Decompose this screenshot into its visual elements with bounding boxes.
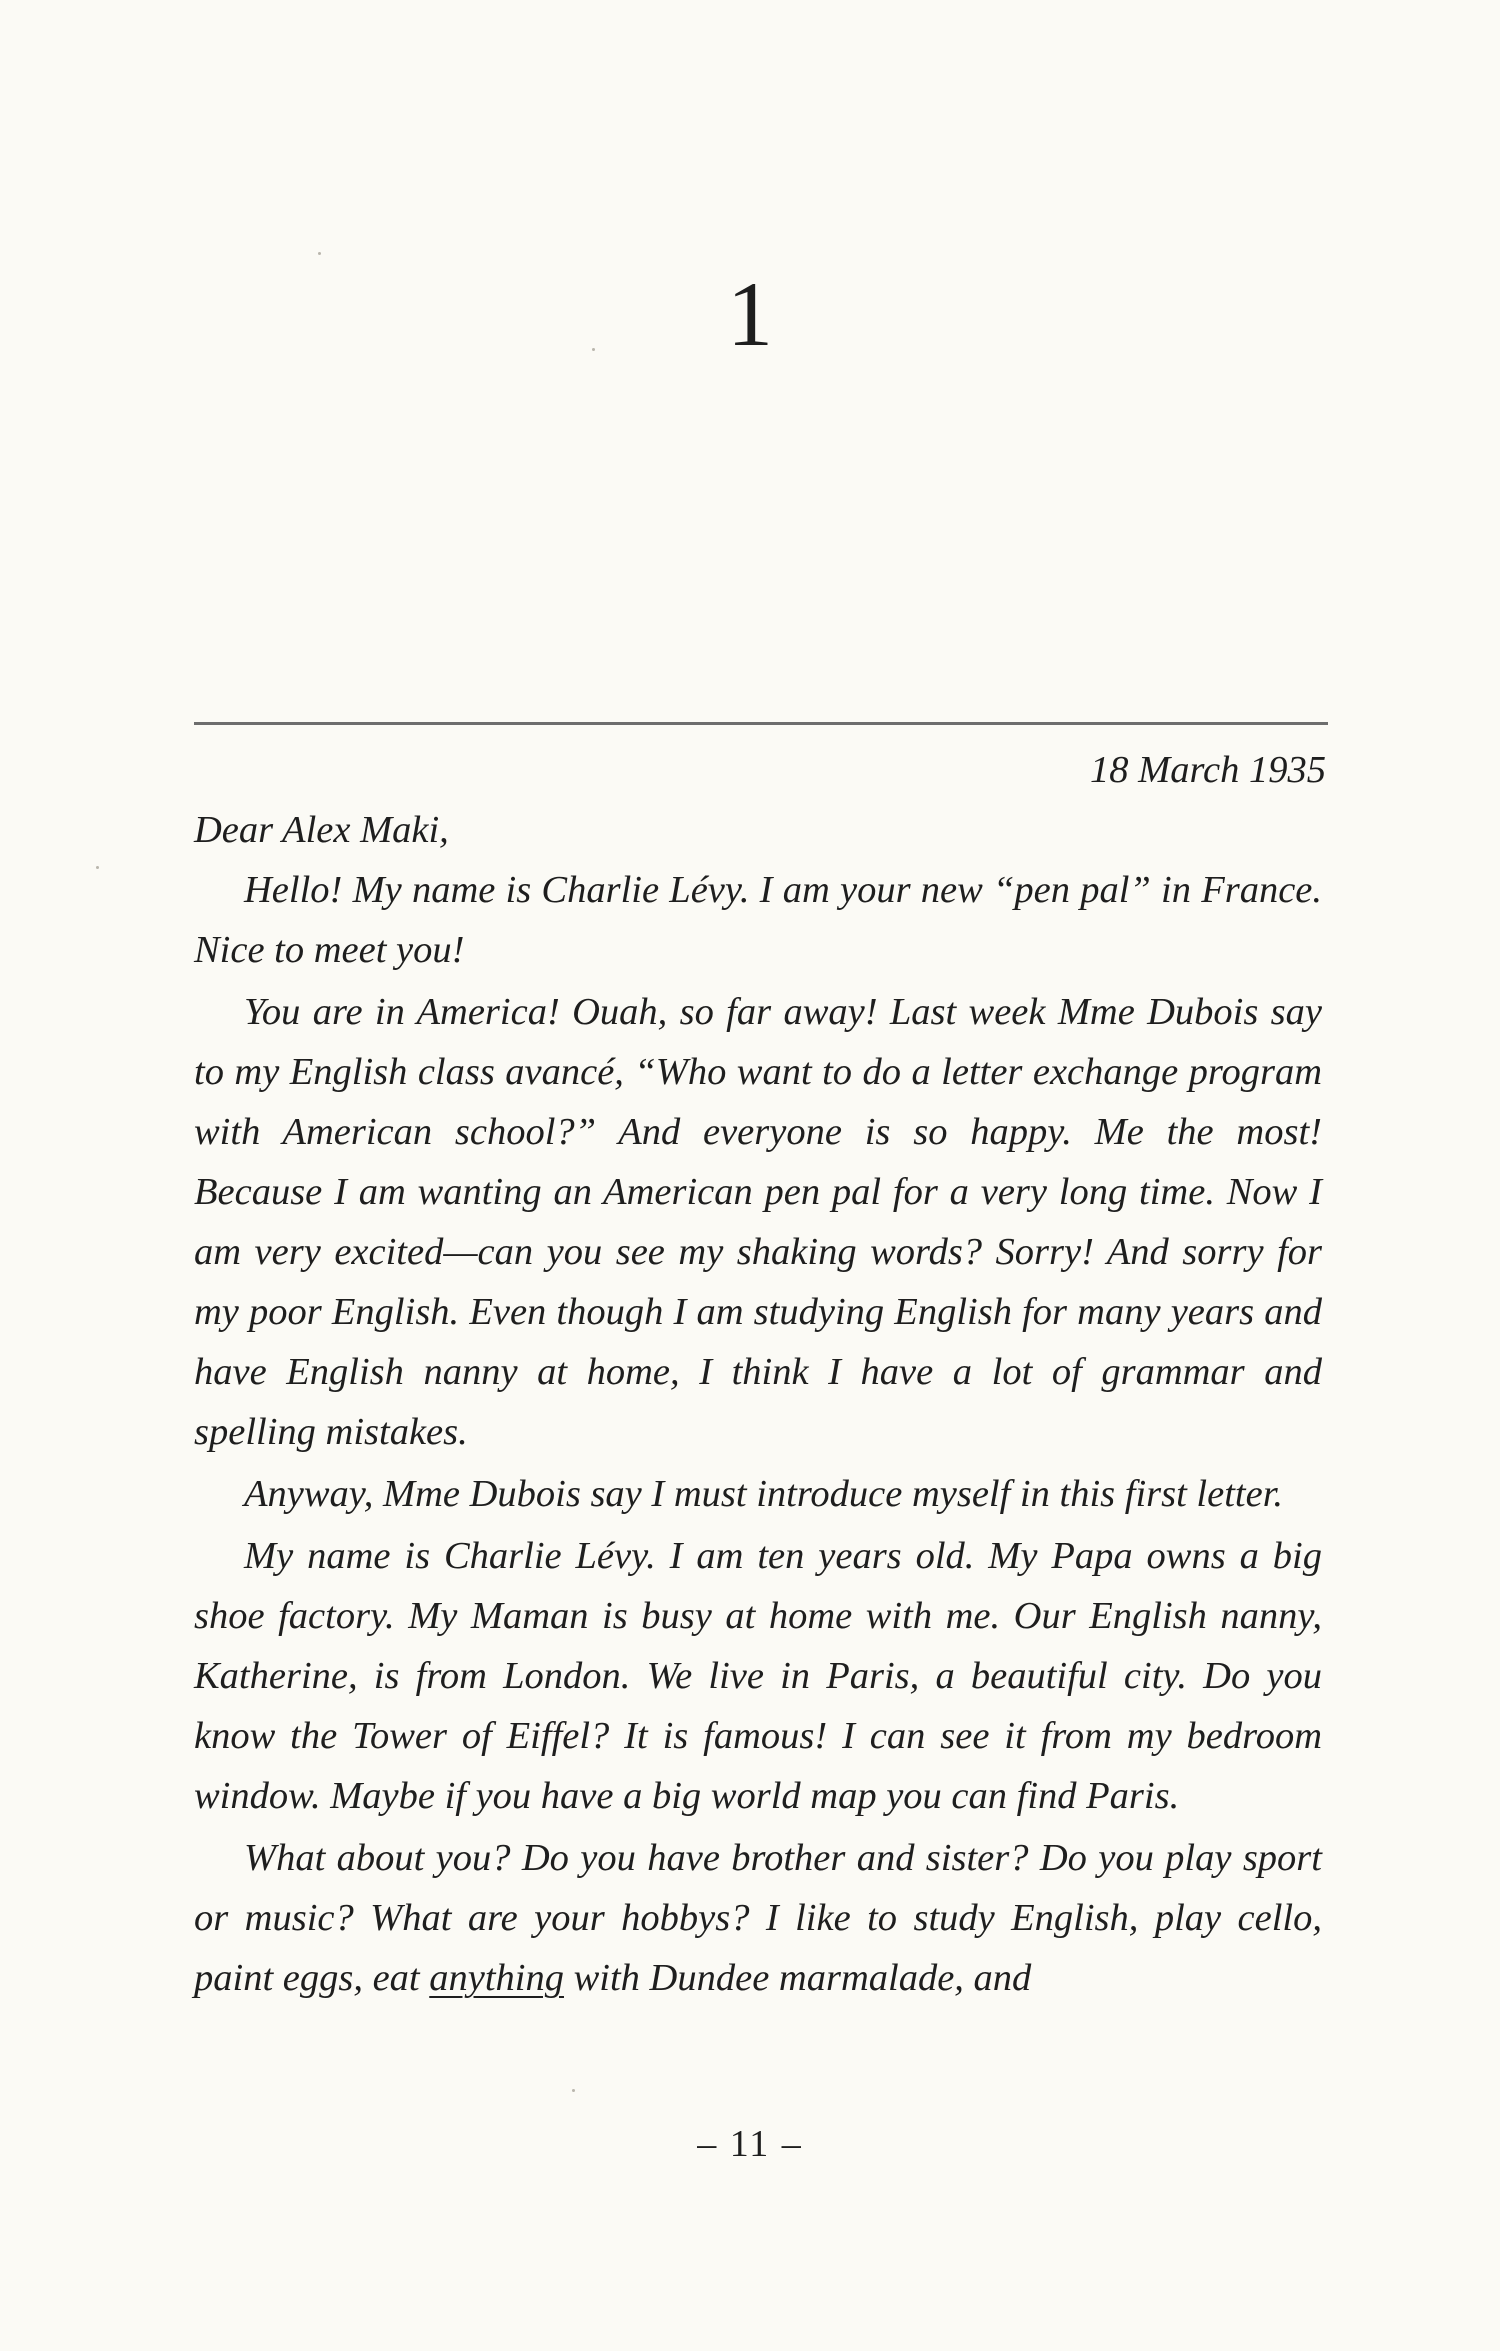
paper-speck — [572, 2089, 575, 2092]
letter-date: 18 March 1935 — [1090, 749, 1326, 791]
letter-salutation: Dear Alex Maki, — [194, 809, 449, 851]
letter-paragraph: Anyway, Mme Dubois say I must introduce myself in this first letter. — [244, 1473, 1284, 1515]
underlined-word: anything — [429, 1957, 564, 1999]
letter-paragraph: Hello! My name is Charlie Lévy. I am your new “pen pal” in France. Nice to meet you! — [194, 869, 1322, 971]
letter-body — [194, 740, 1326, 2010]
letter-paragraph-last — [194, 1828, 1322, 2008]
paper-speck — [318, 252, 321, 255]
paragraph-text: What about you? Do you have brother and sister? Do you play sport or music? What are your hobbys? I like to study English, play cello, paint eggs, eat — [194, 1837, 1322, 1999]
chapter-number: 1 — [727, 263, 773, 365]
section-divider — [194, 722, 1328, 725]
letter-paragraph: My name is Charlie Lévy. I am ten years old. My Papa owns a big shoe factory. My Maman is busy at home with me. Our English nanny, Katherine, is from London. We live in Paris, a beautiful city. Do you know the Tower of Eiffel? It is famous! I can see it from my bedroom window. Maybe if you have a big world map you can find Paris. — [194, 1535, 1322, 1817]
paper-speck — [592, 348, 595, 351]
letter-paragraph: You are in America! Ouah, so far away! Last week Mme Dubois say to my English class avancé, “Who want to do a letter exchange program with American school?” And everyone is so happy. Me the most! Because I am wanting an American pen pal for a very long time. Now I am very excited—can you see my shaking words? Sorry! And sorry for my poor English. Even though I am studying English for many years and have English nanny at home, I think I have a lot of grammar and spelling mistakes. — [194, 991, 1322, 1453]
paragraph-text: with Dundee marmalade, and — [563, 1957, 1032, 1999]
paper-speck — [96, 866, 99, 869]
page-number: – 11 – — [697, 2123, 803, 2165]
